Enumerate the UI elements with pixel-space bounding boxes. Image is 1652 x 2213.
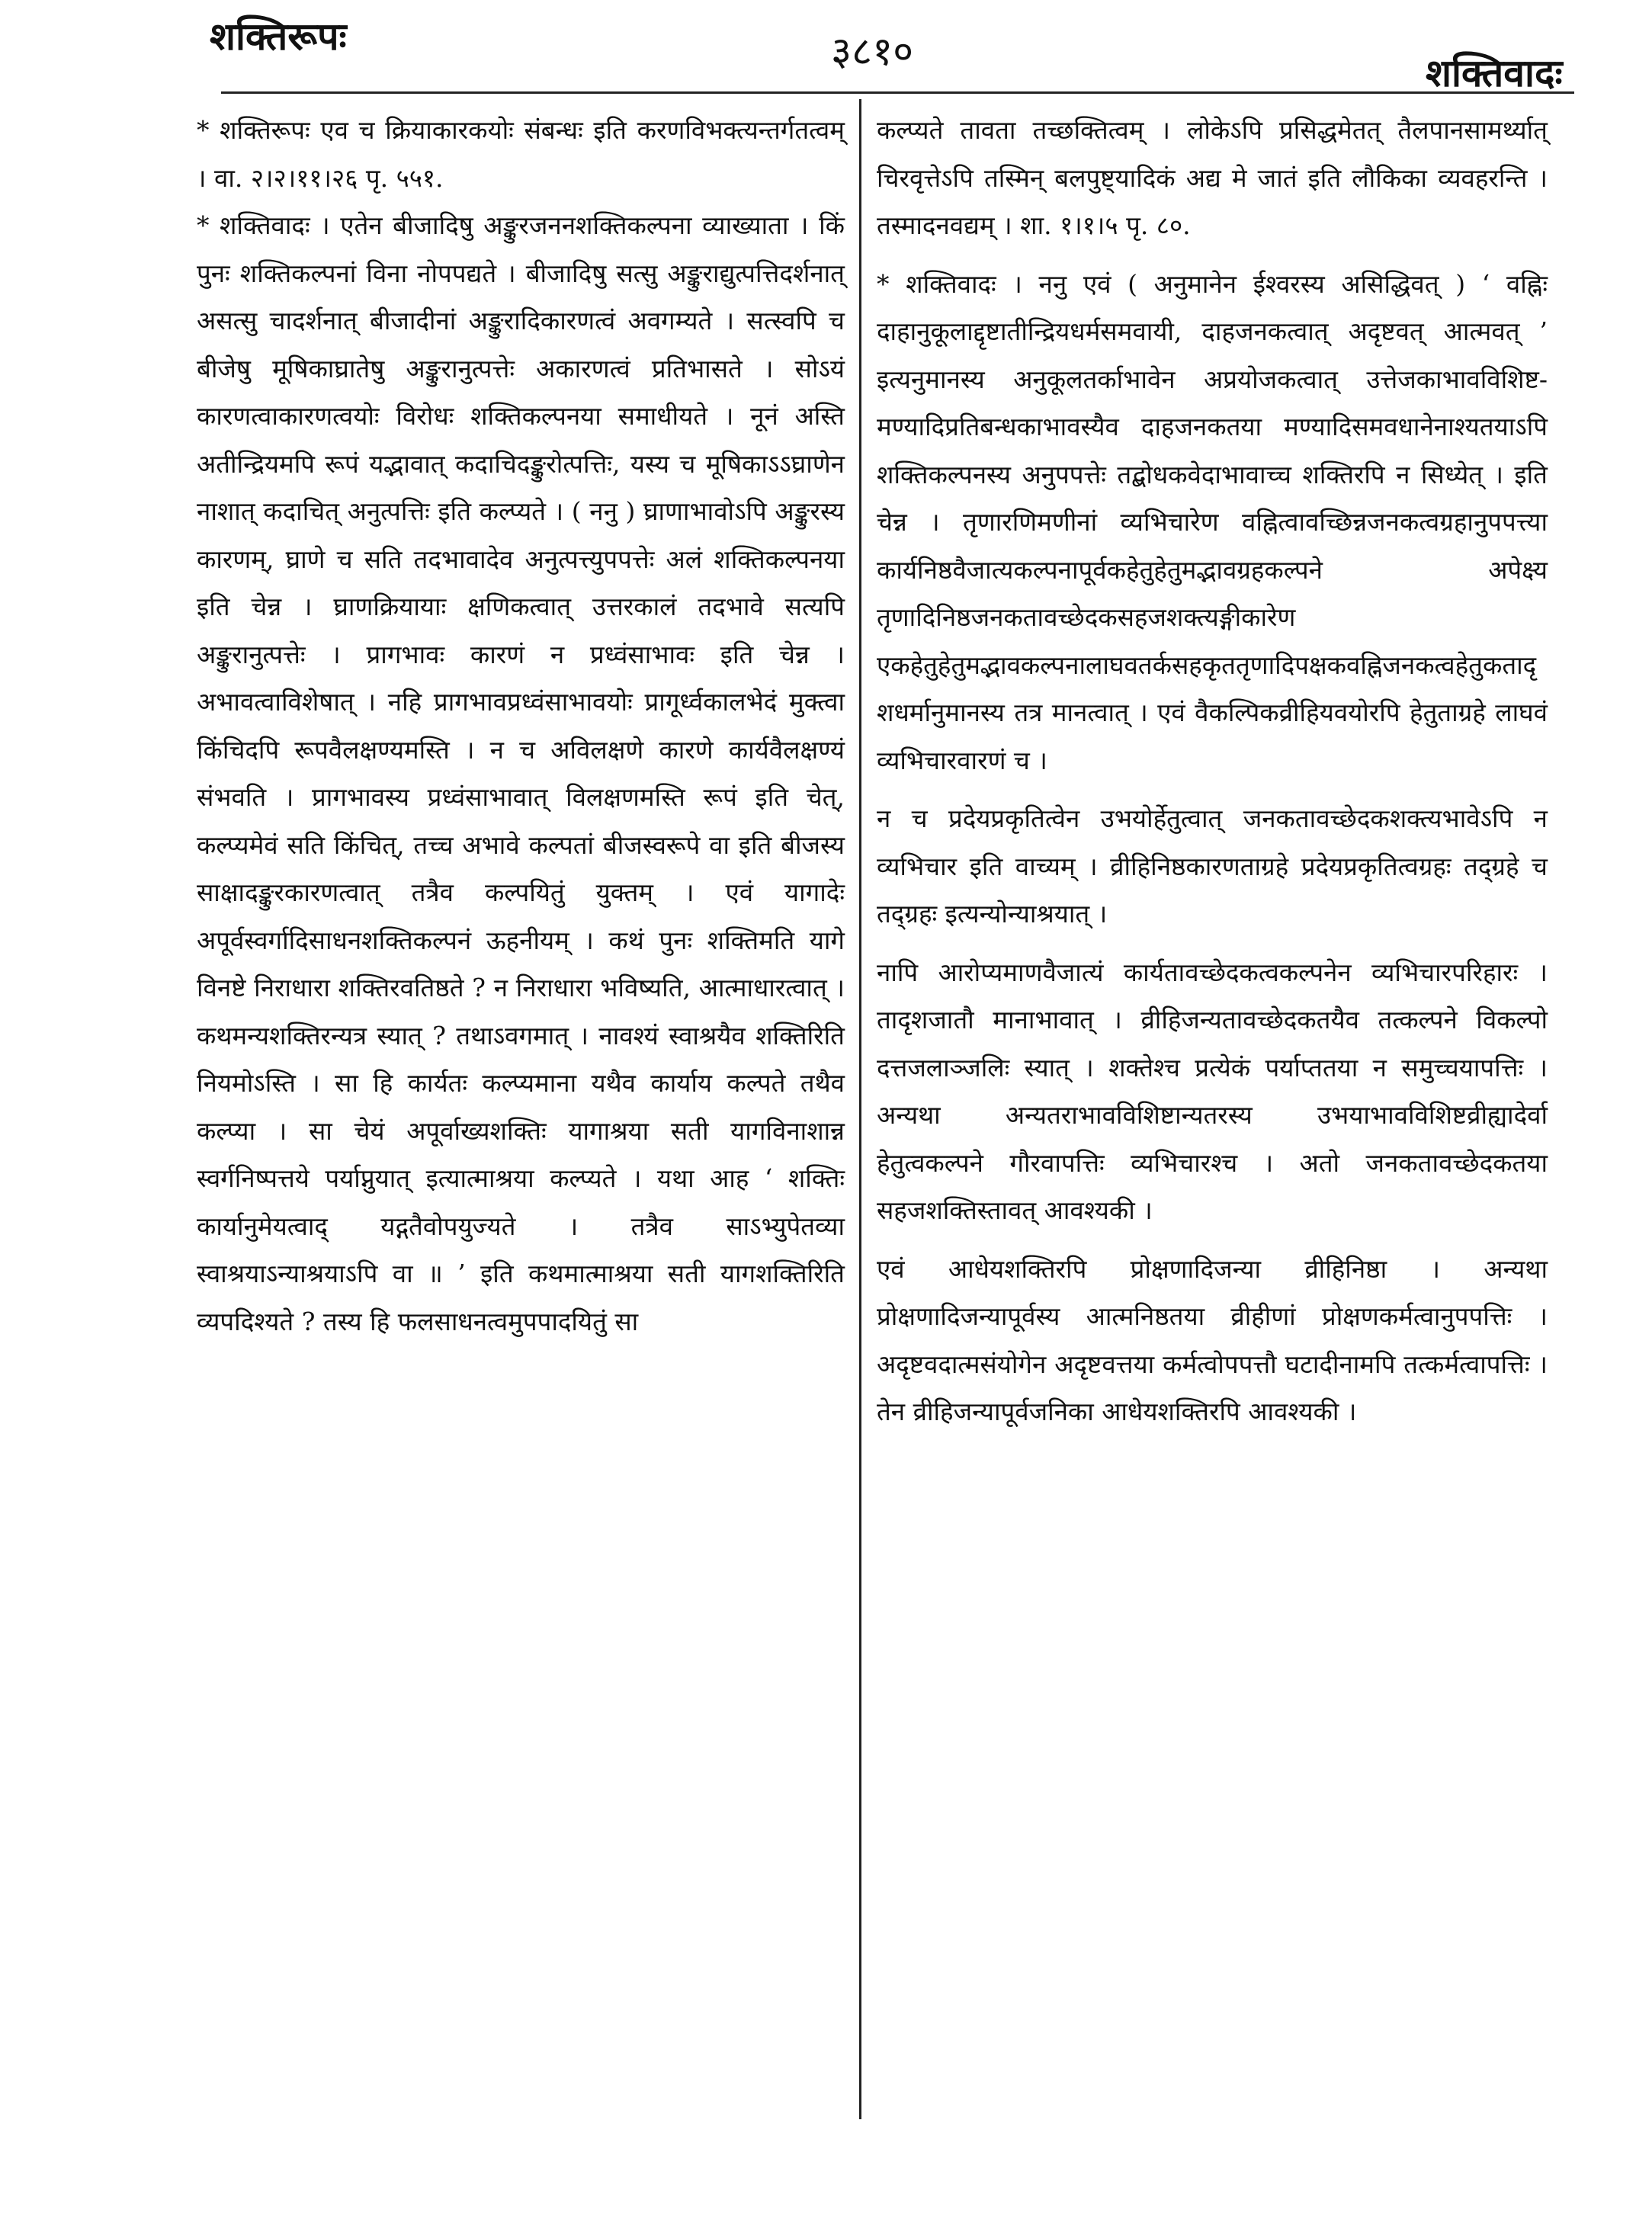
header-rule: [221, 91, 1574, 94]
right-column: [877, 107, 1556, 1436]
column-divider: [859, 99, 861, 2119]
page-header: [0, 0, 1652, 99]
page-number: ३८१०: [831, 29, 914, 75]
paragraph: * शक्तिरूपः एव च क्रियाकारकयोः संबन्धः इति करणविभक्त्यन्तर्गतत्वम् । वा. २।२।११।२६ पृ. ५५१.: [197, 115, 853, 193]
paragraph: न च प्रदेयप्रकृतित्वेन उभयोर्हेतुत्वात् जनकतावच्छेदकशक्त्यभावेऽपि न व्यभिचार इति वाच्यम् । व्रीहिनिष्ठकारणताग्रहे प्रदेयप्रकृतित्वग्रहः तद्ग्रहे च तद्ग्रहः इत्यन्योन्याश्रयात् ।: [877, 803, 1556, 928]
running-head-left: शक्तिरूपः: [210, 14, 347, 59]
paragraph: कल्प्यते तावता तच्छक्तित्वम् । लोकेऽपि प्रसिद्धमेतत् तैलपानसामर्थ्यात् चिरवृत्तेऽपि तस्मिन् बलपुष्ट्यादिकं अद्य मे जातं इति लौकिका व्यवहरन्ति । तस्मादनवद्यम् । शा. १।१।५ पृ. ८०.: [877, 115, 1556, 240]
paragraph: नापि आरोप्यमाणवैजात्यं कार्यतावच्छेदकत्वकल्पनेन व्यभिचारपरिहारः । तादृशजातौ मानाभावात् । व्रीहिजन्यतावच्छेदकतयैव तत्कल्पने विकल्पो दत्तजलाञ्जलिः स्यात् । शक्तेश्च प्रत्येकं पर्याप्ततया न समुच्चयापत्तिः । अन्यथा अन्यतराभावविशिष्टान्यतरस्य उभयाभावविशिष्टव्रीह्यादेर्वा हेतुत्वकल्पने गौरवापत्तिः व्यभिचारश्च । अतो जनकतावच्छेदकतया सहजशक्तिस्तावत् आवश्यकी ।: [877, 957, 1556, 1225]
left-column: [197, 107, 853, 1345]
paragraph: एवं आधेयशक्तिरपि प्रोक्षणादिजन्या व्रीहिनिष्ठा । अन्यथा प्रोक्षणादिजन्यापूर्वस्य आत्मनिष्ठतया व्रीहीणां प्रोक्षणकर्मत्वानुपपत्तिः । अदृष्टवदात्मसंयोगेन अदृष्टवत्तया कर्मत्वोपपत्तौ घटादीनामपि तत्कर्मत्वापत्तिः । तेन व्रीहिजन्यापूर्वजनिका आधेयशक्तिरपि आवश्यकी ।: [877, 1253, 1556, 1426]
paragraph: * शक्तिवादः । एतेन बीजादिषु अङ्कुरजननशक्तिकल्पना व्याख्याता । किं पुनः शक्तिकल्पनां विना नोपपद्यते । बीजादिषु सत्सु अङ्कुराद्युत्पत्तिदर्शनात् असत्सु चादर्शनात् बीजादीनां अङ्कुरादिकारणत्वं अवगम्यते । सत्स्वपि च बीजेषु मूषिकाघ्रातेषु अङ्कुरानुत्पत्तेः अकारणत्वं प्रतिभासते । सोऽयं कारणत्वाकारणत्वयोः विरोधः शक्तिकल्पनया समाधीयते । नूनं अस्ति अतीन्द्रियमपि रूपं यद्भावात् कदाचिदङ्कुरोत्पत्तिः, यस्य च मूषिकाऽऽघ्राणेन नाशात् कदाचित् अनुत्पत्तिः इति कल्प्यते । ( ननु ) घ्राणाभावोऽपि अङ्कुरस्य कारणम्, घ्राणे च सति तदभावादेव अनुत्पत्त्युपपत्तेः अलं शक्तिकल्पनया इति चेन्न । घ्राणक्रियायाः क्षणिकत्वात् उत्तरकालं तदभावे सत्यपि अङ्कुरानुत्पत्तेः । प्रागभावः कारणं न प्रध्वंसाभावः इति चेन्न । अभावत्वाविशेषात् । नहि प्रागभावप्रध्वंसाभावयोः प्रागूर्ध्वकालभेदं मुक्त्वा किंचिदपि रूपवैलक्षण्यमस्ति । न च अविलक्षणे कारणे कार्यवैलक्षण्यं संभवति । प्रागभावस्य प्रध्वंसाभावात् विलक्षणमस्ति रूपं इति चेत्, कल्प्यमेवं सति किंचित्, तच्च अभावे कल्पतां बीजस्वरूपे वा इति बीजस्य साक्षादङ्कुरकारणत्वात् तत्रैव कल्पयितुं युक्तम् । एवं यागादेः अपूर्वस्वर्गादिसाधनशक्तिकल्पनं ऊहनीयम् । कथं पुनः शक्तिमति यागे विनष्टे निराधारा शक्तिरवतिष्ठते ? न निराधारा भविष्यति, आत्माधारत्वात् । कथमन्यशक्तिरन्यत्र स्यात् ? तथाऽवगमात् । नावश्यं स्वाश्रयैव शक्तिरिति नियमोऽस्ति । सा हि कार्यतः कल्प्यमाना यथैव कार्याय कल्पते तथैव कल्प्या । सा चेयं अपूर्वाख्यशक्तिः यागाश्रया सती यागविनाशान्न स्वर्गनिष्पत्तये पर्याप्नुयात् इत्यात्माश्रया कल्प्यते । यथा आह ‘ शक्तिः कार्यानुमेयत्वाद् यद्गतैवोपयुज्यते । तत्रैव साऽभ्युपेतव्या स्वाश्रयाऽन्याश्रयाऽपि वा ॥ ’ इति कथमात्माश्रया सती यागशक्तिरिति व्यपदिश्यते ? तस्य हि फलसाधनत्वमुपपादयितुं सा: [197, 210, 853, 1336]
running-head-right: शक्तिवादः: [1426, 50, 1563, 95]
paragraph: * शक्तिवादः । ननु एवं ( अनुमानेन ईश्वरस्य असिद्धिवत् ) ‘ वह्निः दाहानुकूलाद्दृष्टातीन्द्रियधर्मसमवायी, दाहजनकत्वात् अदृष्टवत् आत्मवत् ’ इत्यनुमानस्य अनुकूलतर्काभावेन अप्रयोजकत्वात् उत्तेजकाभावविशिष्ट-मण्यादिप्रतिबन्धकाभावस्यैव दाहजनकतया मण्यादिसमवधानेनाश्यतयाऽपि शक्तिकल्पनस्य अनुपपत्तेः तद्बोधकवेदाभावाच्च शक्तिरपि न सिध्येत् । इति चेन्न । तृणारणिमणीनां व्यभिचारेण वह्नित्वावच्छिन्नजनकत्वग्रहानुपपत्त्या कार्यनिष्ठवैजात्यकल्पनापूर्वकहेतुहेतुमद्भावग्रहकल्पने अपेक्ष्य तृणादिनिष्ठजनकतावच्छेदकसहजशक्त्यङ्गीकारेण एकहेतुहेतुमद्भावकल्पनालाघवतर्कसहकृततृणादिपक्षकवह्निजनकत्वहेतुकतादृशधर्मानुमानस्य तत्र मानत्वात् । एवं वैकल्पिकव्रीहियवयोरपि हेतुताग्रहे लाघवं व्यभिचारवारणं च ।: [877, 268, 1556, 775]
